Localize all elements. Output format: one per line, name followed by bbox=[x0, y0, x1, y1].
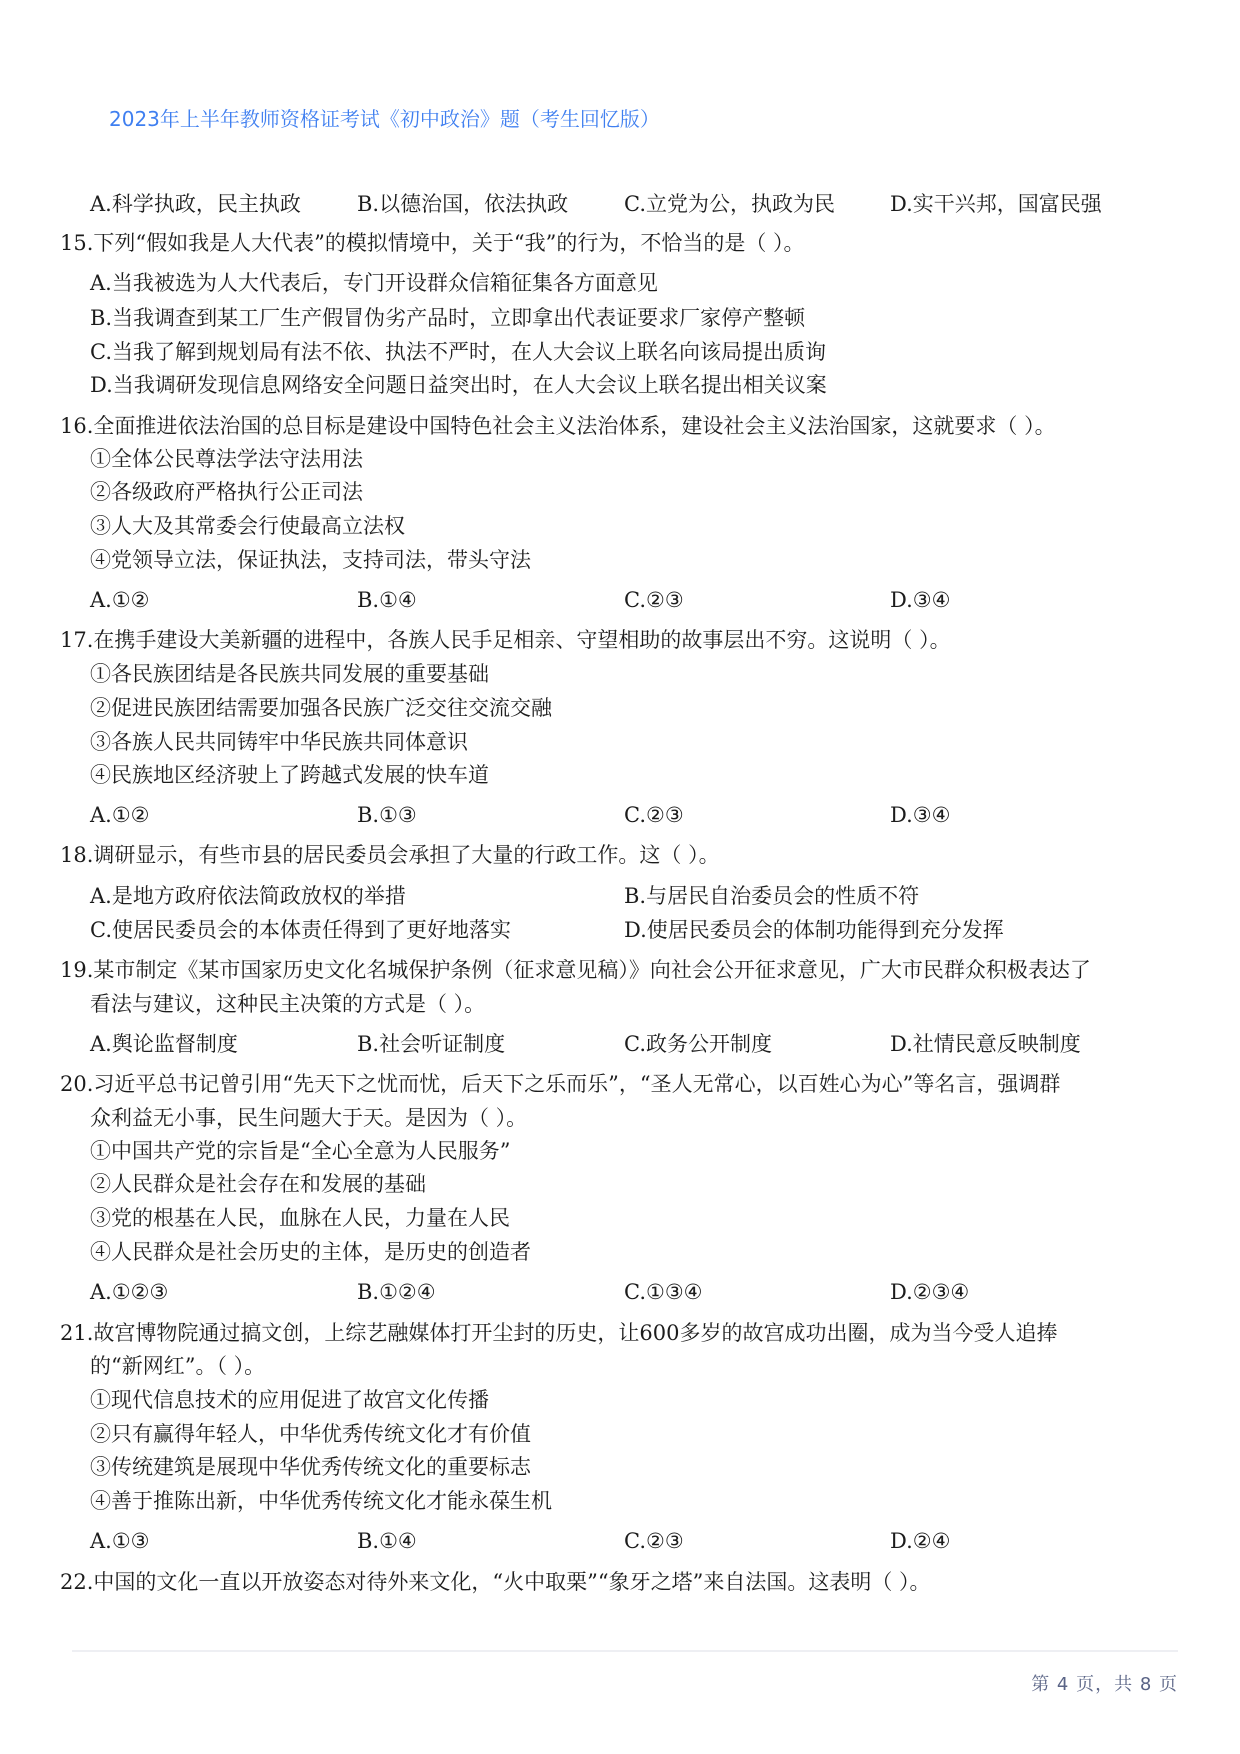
answer-option: B.与居民自治委员会的性质不符 bbox=[624, 884, 920, 908]
answer-option: A.是地方政府依法简政放权的举措 bbox=[90, 884, 406, 908]
answer-option: B.①④ bbox=[357, 1529, 417, 1553]
statement-item: ②各级政府严格执行公正司法 bbox=[90, 480, 363, 504]
statement-item: ③传统建筑是展现中华优秀传统文化的重要标志 bbox=[90, 1455, 531, 1479]
question-stem: 看法与建议，这种民主决策的方式是（ ）。 bbox=[90, 992, 486, 1016]
answer-option: C.①③④ bbox=[624, 1280, 703, 1304]
answer-option: A.舆论监督制度 bbox=[90, 1032, 238, 1056]
statement-item: ④党领导立法，保证执法，支持司法，带头守法 bbox=[90, 548, 531, 572]
answer-option: D.当我调研发现信息网络安全问题日益突出时，在人大会议上联名提出相关议案 bbox=[90, 373, 827, 397]
statement-item: ③党的根基在人民，血脉在人民，力量在人民 bbox=[90, 1206, 510, 1230]
statement-item: ③各族人民共同铸牢中华民族共同体意识 bbox=[90, 730, 468, 754]
statement-item: ④民族地区经济驶上了跨越式发展的快车道 bbox=[90, 763, 489, 787]
page-number: 第 4 页，共 8 页 bbox=[1031, 1674, 1178, 1695]
answer-option: C.②③ bbox=[624, 588, 684, 612]
question-stem: 16.全面推进依法治国的总目标是建设中国特色社会主义法治体系，建设社会主义法治国家，这就要求（ ）。 bbox=[60, 414, 1056, 438]
question-stem: 众利益无小事，民生问题大于天。是因为（ ）。 bbox=[90, 1106, 528, 1130]
statement-item: ①中国共产党的宗旨是“全心全意为人民服务” bbox=[90, 1139, 511, 1163]
answer-option: B.以德治国，依法执政 bbox=[357, 192, 569, 216]
statement-item: ①现代信息技术的应用促进了故宫文化传播 bbox=[90, 1388, 489, 1412]
answer-option: B.①③ bbox=[357, 803, 417, 827]
answer-option: D.②③④ bbox=[890, 1280, 970, 1304]
statement-item: ④人民群众是社会历史的主体，是历史的创造者 bbox=[90, 1240, 531, 1264]
answer-option: C.②③ bbox=[624, 803, 684, 827]
answer-option: C.使居民委员会的本体责任得到了更好地落实 bbox=[90, 918, 511, 942]
answer-option: A.①② bbox=[90, 803, 150, 827]
answer-option: A.①② bbox=[90, 588, 150, 612]
question-stem: 18.调研显示，有些市县的居民委员会承担了大量的行政工作。这（ ）。 bbox=[60, 843, 720, 867]
answer-option: A.①③ bbox=[90, 1529, 150, 1553]
answer-option: B.①④ bbox=[357, 588, 417, 612]
answer-option: B.社会听证制度 bbox=[357, 1032, 506, 1056]
answer-option: D.社情民意反映制度 bbox=[890, 1032, 1081, 1056]
statement-item: ①各民族团结是各民族共同发展的重要基础 bbox=[90, 662, 489, 686]
question-stem: 22.中国的文化一直以开放姿态对待外来文化，“火中取栗”“象牙之塔”来自法国。这表明（ ）。 bbox=[60, 1570, 931, 1594]
statement-item: ②只有赢得年轻人，中华优秀传统文化才有价值 bbox=[90, 1422, 531, 1446]
answer-option: C.政务公开制度 bbox=[624, 1032, 772, 1056]
statement-item: ①全体公民尊法学法守法用法 bbox=[90, 447, 363, 471]
answer-option: B.当我调查到某工厂生产假冒伪劣产品时，立即拿出代表证要求厂家停产整顿 bbox=[90, 306, 806, 330]
answer-option: C.②③ bbox=[624, 1529, 684, 1553]
footer-divider bbox=[72, 1650, 1178, 1652]
question-stem: 21.故宫博物院通过搞文创，上综艺融媒体打开尘封的历史，让600多岁的故宫成功出圈，成为当今受人追捧 bbox=[60, 1321, 1058, 1345]
statement-item: ②人民群众是社会存在和发展的基础 bbox=[90, 1172, 426, 1196]
statement-item: ②促进民族团结需要加强各民族广泛交往交流交融 bbox=[90, 696, 552, 720]
answer-option: D.使居民委员会的体制功能得到充分发挥 bbox=[624, 918, 1004, 942]
answer-option: D.③④ bbox=[890, 588, 951, 612]
answer-option: D.③④ bbox=[890, 803, 951, 827]
document-title: 2023年上半年教师资格证考试《初中政治》题（考生回忆版） bbox=[109, 107, 660, 131]
answer-option: D.实干兴邦，国富民强 bbox=[890, 192, 1102, 216]
answer-option: A.科学执政，民主执政 bbox=[90, 192, 301, 216]
question-stem: 15.下列“假如我是人大代表”的模拟情境中，关于“我”的行为，不恰当的是（ ）。 bbox=[60, 231, 805, 255]
statement-item: ③人大及其常委会行使最高立法权 bbox=[90, 514, 405, 538]
question-stem: 的“新网红”。（ ）。 bbox=[90, 1354, 266, 1378]
question-stem: 20.习近平总书记曾引用“先天下之忧而忧，后天下之乐而乐”，“圣人无常心，以百姓心为心”等名言，强调群 bbox=[60, 1072, 1061, 1096]
question-stem: 17.在携手建设大美新疆的进程中，各族人民手足相亲、守望相助的故事层出不穷。这说明（ ）。 bbox=[60, 628, 951, 652]
answer-option: A.当我被选为人大代表后，专门开设群众信箱征集各方面意见 bbox=[90, 271, 658, 295]
answer-option: B.①②④ bbox=[357, 1280, 436, 1304]
answer-option: A.①②③ bbox=[90, 1280, 169, 1304]
answer-option: D.②④ bbox=[890, 1529, 951, 1553]
answer-option: C.立党为公，执政为民 bbox=[624, 192, 835, 216]
question-stem: 19.某市制定《某市国家历史文化名城保护条例（征求意见稿）》向社会公开征求意见，广大市民群众积极表达了 bbox=[60, 958, 1091, 982]
statement-item: ④善于推陈出新，中华优秀传统文化才能永葆生机 bbox=[90, 1489, 552, 1513]
answer-option: C.当我了解到规划局有法不依、执法不严时，在人大会议上联名向该局提出质询 bbox=[90, 340, 826, 364]
